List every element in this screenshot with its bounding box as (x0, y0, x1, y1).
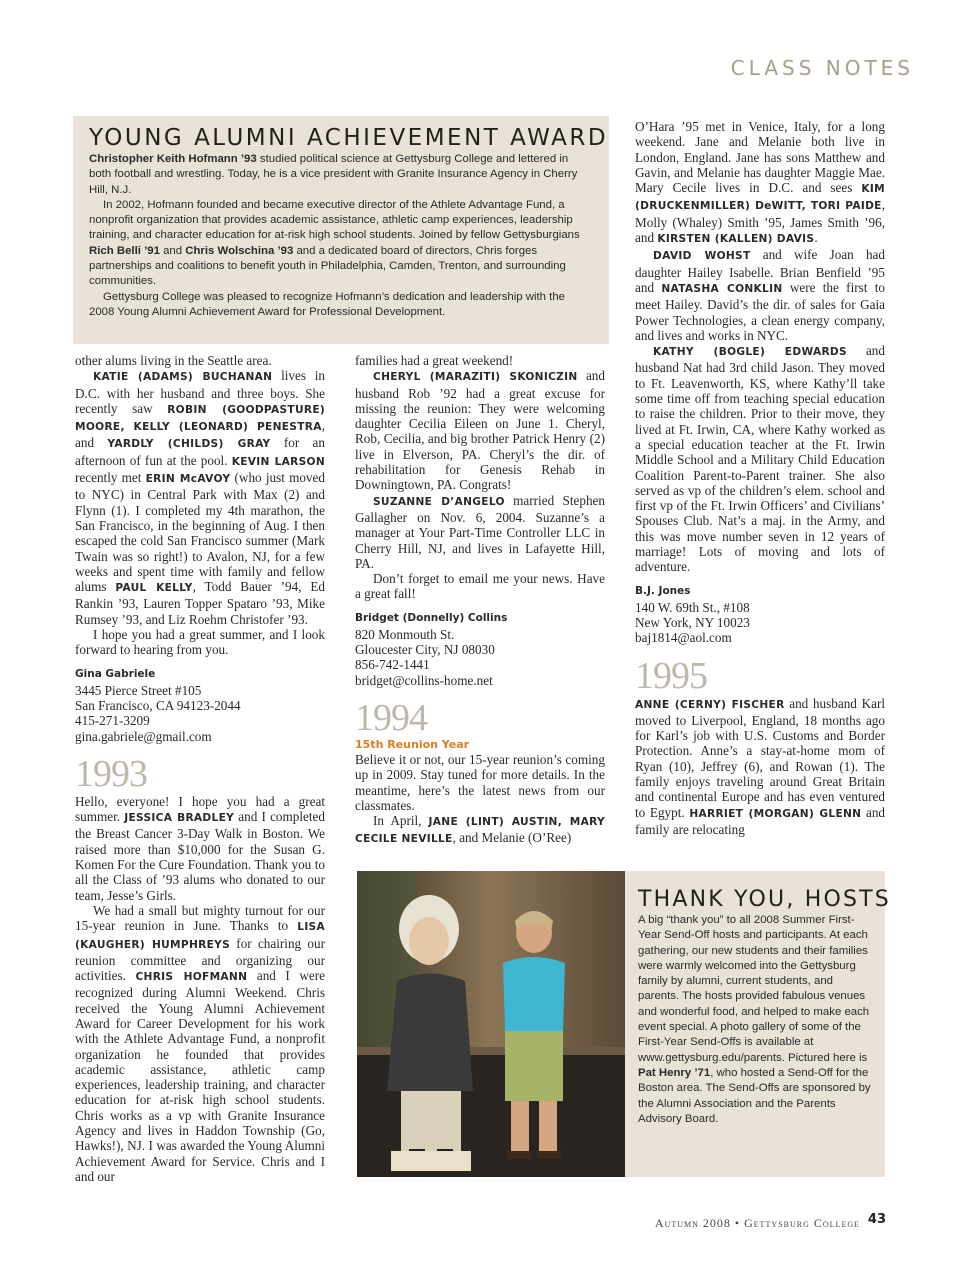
contact-address: 820 Monmouth St. (355, 626, 455, 642)
alum-name: LISA (KAUGHER) HUMPHREYS (75, 921, 325, 951)
text: and husband Rob ’92 had a great excuse for missing the reunion: They were welcoming daughter Cecilia Eileen on June 1. Cheryl, Rob, Cecilia, and big brother Patrick Henry (2) live in Elverson, PA. Cheryl’s the dir. of rehabilitation for Genesis Rehab in Downingtown, PA. Congrats! (355, 368, 605, 493)
paragraph (75, 368, 325, 627)
thank-you-body (638, 913, 876, 1127)
text: A big “thank you” to all 2008 Summer First-Year Send-Off hosts and participants. At each gathering, our new students and their families were warmly welcomed into the Gettysburg family by alumni, current students, and parents. The hosts provided fabulous venues and wonderful food, and helped to make each event special. A photo gallery of some of the First-Year Send-Offs is available at www.gettysburg.edu/parents. Pictured here is (638, 914, 870, 1064)
text: and a dedicated board of directors, Chris forges partnerships and coalitions to benefit youth in Philadelphia, Camden, Trenton, and surrounding communities. (89, 244, 566, 288)
paragraph (355, 493, 605, 571)
award-paragraph (89, 198, 589, 290)
text: In April, (373, 813, 429, 829)
class-correspondent-contact (355, 610, 605, 688)
text: and (159, 244, 186, 257)
photo-illustration (357, 871, 625, 1177)
contact-name: Bridget (Donnelly) Collins (355, 611, 508, 624)
alum-name: SUZANNE D’ANGELO (373, 495, 505, 508)
alum-name: KEVIN LARSON (231, 455, 325, 468)
text: In 2002, Hofmann founded and became executive director of the Athlete Advantage Fund, a nonprofit organization that provides academic assistance, athletic camp experiences, leadership training, and character education for at-risk high school students. Joined by fellow Gettysburgians (89, 198, 580, 242)
alum-name: JANE (LINT) AUSTIN, MARY CECILE NEVILLE (355, 816, 605, 846)
alum-name: NATASHA CONKLIN (661, 282, 783, 295)
class-correspondent-contact (635, 583, 885, 646)
award-title: YOUNG ALUMNI ACHIEVEMENT AWARD (89, 125, 609, 151)
alum-name: HARRIET (MORGAN) GLENN (689, 807, 862, 820)
person-name: Rich Belli ’91 (89, 244, 160, 257)
text: and I were recognized during Alumni Weekend. Chris received the Young Alumni Achievement Award for Career Development for his work with the Athlete Advantage Fund, a nonprofit organization he founded that provides academic assistance, athletic camp experiences, leadership training, and character education for at-risk high school students. Chris works as a vp with Granite Insurance Agency and lives in Haddon Township (Go, Hawks!), NJ. I was awarded the Young Alumni Achievement Award for Service. Chris and I and our (75, 968, 326, 1184)
reunion-subtitle: 15th Reunion Year (355, 737, 470, 751)
contact-phone: 415-271-3209 (75, 713, 150, 729)
text: , and Melanie (O’Ree) (452, 830, 572, 846)
person-name: Christopher Keith Hofmann ’93 (89, 153, 257, 165)
paragraph (75, 903, 325, 1184)
column-3 (635, 119, 885, 837)
send-off-photo (357, 871, 625, 1177)
contact-city: New York, NY 10023 (635, 614, 750, 630)
alum-name: KATIE (ADAMS) BUCHANAN (93, 371, 273, 384)
contact-city: San Francisco, CA 94123-2044 (75, 697, 241, 713)
award-paragraph (89, 152, 589, 198)
text: and I completed the Breast Cancer 3-Day Walk in Boston. We raised more than $10,000 for the Susan G. Komen For the Cure Foundation. Thank you to all the Class of ’93 alums who donated to our team, Jesse’s Girls. (75, 809, 326, 903)
footer-publication: Autumn 2008 • Gettysburg College (654, 1216, 860, 1230)
text: Gettysburg College was pleased to recognize Hofmann’s dedication and leadership with the 2008 Young Alumni Achievement Award for Professional Development. (89, 290, 566, 318)
paragraph: Believe it or not, our 15-year reunion’s coming up in 2009. Stay tuned for more details. In the meantime, here’s the latest news from our classmates. (355, 751, 605, 813)
text: lives in D.C. with her husband and three boys. She recently saw (75, 368, 325, 416)
paragraph: I hope you had a great summer, and I look forward to hearing from you. (75, 627, 325, 658)
paragraph (75, 794, 325, 903)
award-body (89, 152, 589, 320)
alum-name: CHERYL (MARAZITI) SKONICZIN (373, 371, 578, 384)
text: married Stephen Gallagher on Nov. 6, 2004. Suzanne’s a manager at Your Part-Time Controller LLC in Cherry Hill, NJ, and lives in Lafayette Hill, PA. (355, 492, 605, 571)
alum-name: KATHY (BOGLE) EDWARDS (653, 346, 847, 359)
text: (who just moved to NYC) in Central Park with Max (2) and Flynn (1). I completed my 4th marathon, the San Francisco, in the beginning of Aug. I then escaped the cold San Francisco summer (Mark Twain was so right!) to Avalon, NJ, for a few weeks and spent time with family and fellow alums (75, 470, 325, 595)
section-label: CLASS NOTES (730, 56, 914, 80)
text: and family are relocating (635, 804, 886, 837)
page-number: 43 (867, 1212, 886, 1227)
text: recently met (75, 470, 146, 486)
paragraph (635, 119, 885, 247)
contact-address: 3445 Pierce Street #105 (75, 682, 202, 698)
person-name: Chris Wolschina ’93 (185, 244, 294, 257)
alum-name: ERIN McAVOY (145, 473, 231, 486)
text: Hello, everyone! I hope you had a great summer. (75, 793, 325, 825)
person-name: Pat Henry ’71 (638, 1066, 711, 1079)
paragraph: Don’t forget to email me your news. Have a great fall! (355, 571, 605, 602)
contact-name: Gina Gabriele (75, 667, 156, 680)
contact-email: bridget@collins-home.net (355, 672, 493, 688)
contact-email: baj1814@aol.com (635, 630, 732, 646)
text: and husband Karl moved to Liverpool, England, 18 months ago for Karl’s job with U.S. Customs and Border Protection. Anne’s a stay-at-home mom of Ryan (10), Jeffrey (6), and Rowan (1). The family enjoys traveling around Great Britain and continental Europe and has even ventured to Egypt. (635, 695, 885, 820)
text: and wife Joan had daughter Hailey Isabelle. Brian Benfield ’95 and (635, 247, 886, 295)
text: , and (75, 418, 325, 451)
text: , Molly (Whaley) Smith ’95, James Smith ’96, and (635, 197, 885, 246)
paragraph (635, 343, 885, 574)
text: , Todd Bauer ’94, Ed Rankin ’93, Lauren Topper Spataro ’93, Mike Rumsey ’93, and Liz Roehm Christofer ’93. (75, 579, 325, 627)
class-year-heading: 1993 (75, 752, 147, 795)
paragraph: families had a great weekend! (355, 353, 514, 368)
text: for chairing our reunion committee and organizing our activities. (75, 935, 326, 984)
award-paragraph (89, 290, 589, 321)
paragraph (635, 247, 885, 343)
alum-name: DAVID WOHST (653, 250, 751, 263)
alum-name: PAUL KELLY (115, 582, 193, 595)
text: O’Hara ’95 met in Venice, Italy, for a long weekend. Jane and Melanie both live in London, England. Jane has sons Matthew and Gavin, and Melanie has daughter Maggie Mae. Mary Cecile lives in D.C. and sees (635, 119, 885, 196)
text: were the first to meet Hailey. David’s the dir. of sales for Gaia Power Technologies, a clean energy company, and lives and works in NYC. (635, 279, 885, 343)
text: studied political science at Gettysburg College and lettered in both football and wrestling. Today, he is a vice president with Granite Insurance Agency in Cherry Hill, N.J. (89, 153, 578, 196)
text: and husband Nat had 3rd child Jason. They moved to Ft. Leavenworth, KS, where Kathy’ll take some time off from teaching special education to raise the children. Prior to their move, they lived at Ft. Irwin, CA, where Kathy worked as a special education teacher at the Ft. Irwin Middle School and a Military Child Education Coalition Parent-to-Parent trainer. She also served as vp of the children’s elem. school and first vp of the Ft. Irwin Officers’ and Civilians’ Spouses Club. Nat’s a maj. in the Army, and this was move number seven in 12 years of marriage! Lots of moving and lots of adventure. (635, 343, 885, 575)
alum-name: ROBIN (GOODPASTURE) MOORE, KELLY (LEONARD) PENESTRA (75, 403, 325, 434)
class-year-heading: 1995 (635, 654, 707, 697)
text: , who hosted a Send-Off for the Boston area. The Send-Offs are sponsored by the Alumni Association and the Parents Advisory Board. (638, 1066, 871, 1125)
contact-phone: 856-742-1441 (355, 657, 430, 673)
paragraph (635, 696, 885, 838)
alum-name: CHRIS HOFMANN (135, 971, 248, 984)
class-correspondent-contact (75, 666, 325, 744)
contact-address: 140 W. 69th St., #108 (635, 599, 750, 615)
text: . (814, 230, 818, 246)
alum-name: KIRSTEN (KALLEN) DAVIS (657, 233, 815, 246)
paragraph (355, 813, 605, 848)
contact-name: B.J. Jones (635, 584, 691, 597)
award-sidebar (73, 116, 609, 344)
class-year-heading: 1994 (355, 696, 427, 739)
column-1 (75, 353, 325, 1184)
alum-name: KIM (DRUCKENMILLER) DeWITT, TORI PAIDE (635, 183, 885, 213)
paragraph: other alums living in the Seattle area. (75, 353, 272, 368)
alum-name: YARDLY (CHILDS) GRAY (107, 438, 271, 451)
alum-name: ANNE (CERNY) FISCHER (635, 698, 785, 711)
contact-email: gina.gabriele@gmail.com (75, 728, 212, 744)
text: for an afternoon of fun at the pool. (75, 435, 325, 468)
text: We had a small but mighty turnout for our 15-year reunion in June. Thanks to (75, 902, 325, 934)
paragraph (355, 368, 605, 492)
thank-you-title: THANK YOU, HOSTS (638, 887, 891, 912)
alum-name: JESSICA BRADLEY (124, 812, 235, 825)
column-2 (355, 353, 605, 848)
thank-you-sidebar (625, 871, 891, 1177)
contact-city: Gloucester City, NJ 08030 (355, 642, 495, 658)
